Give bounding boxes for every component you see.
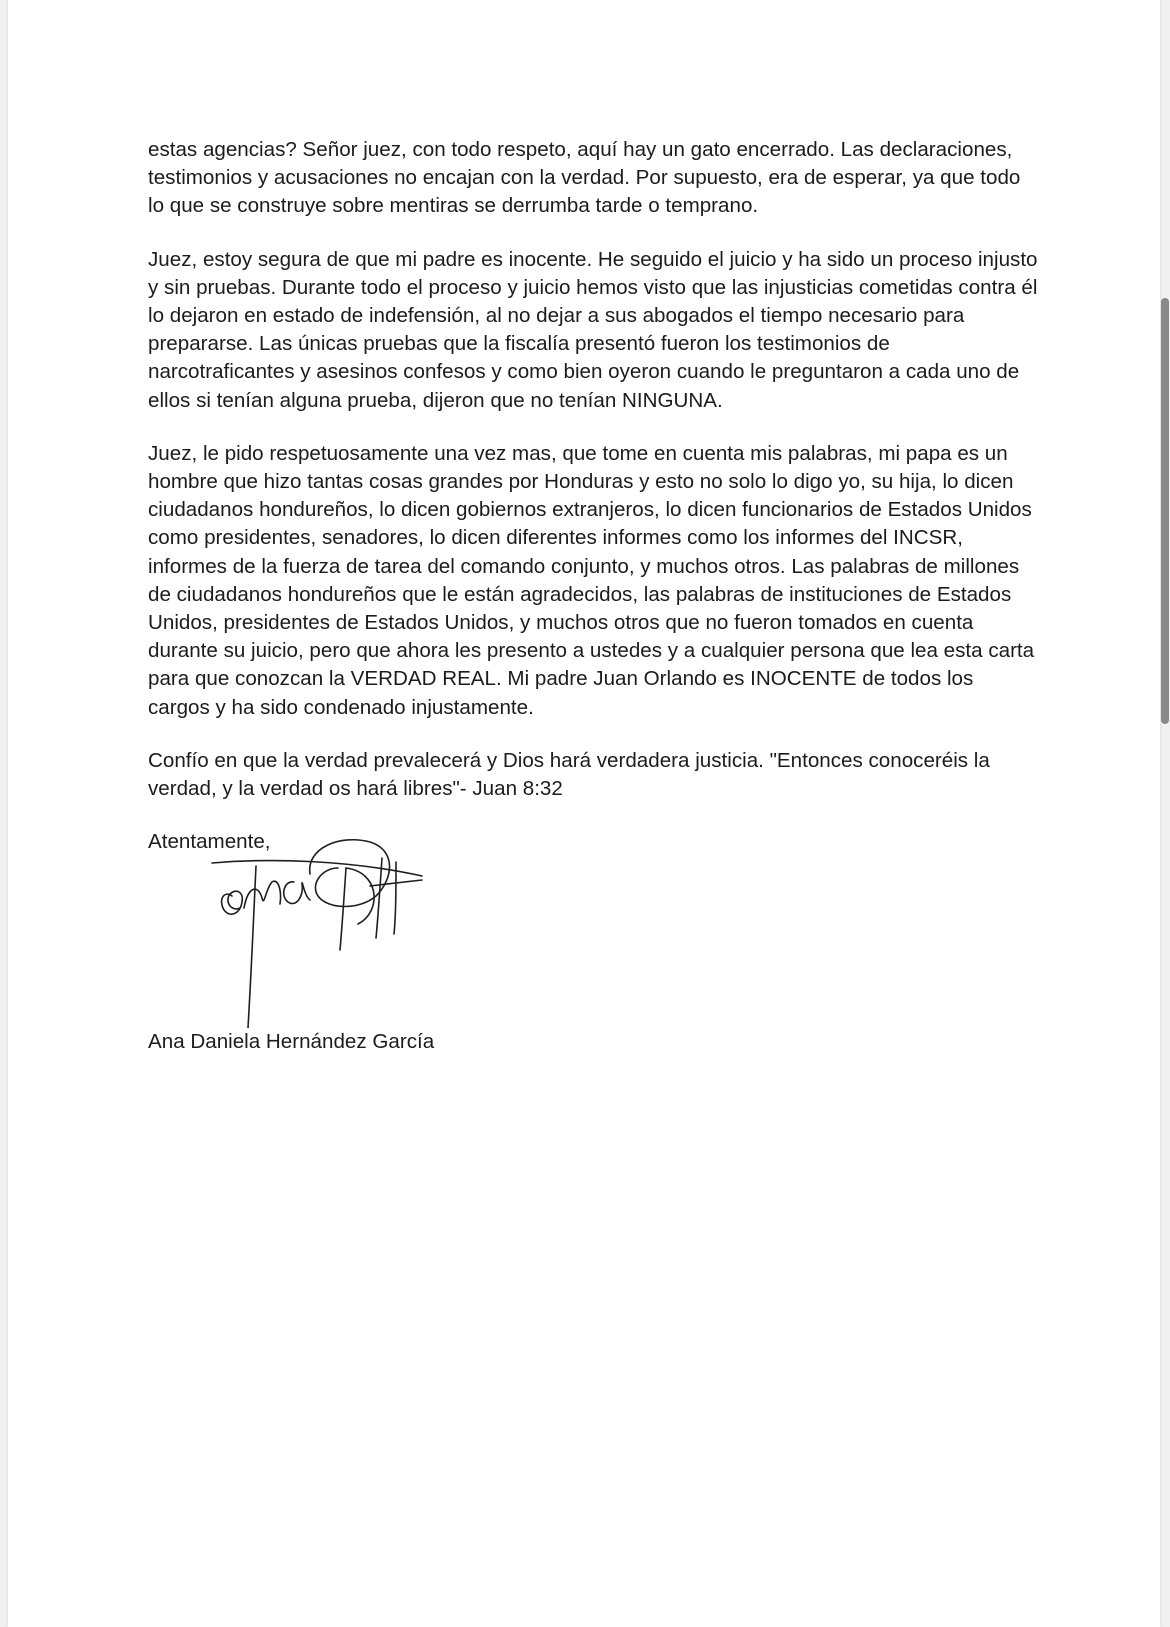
vertical-scrollbar[interactable] — [1160, 0, 1170, 1627]
paragraph-3: Juez, le pido respetuosamente una vez mas, que tome en cuenta mis palabras, mi papa es un hombre que hizo tantas cosas grandes por Honduras y esto no solo lo digo yo, su hija, lo dicen ciudadanos hondureños, lo dicen gobiernos extranjeros, lo dicen funcionarios de Estados Unidos como presidentes, senadores, lo dicen diferentes informes como los informes del INCSR, informes de la fuerza de tarea del comando conjunto, y muchos otros. Las palabras de millones de ciudadanos hondureños que le están agradecidos, las palabras de instituciones de Estados Unidos, presidentes de Estados Unidos, y muchos otros que no fueron tomados en cuenta durante su juicio, pero que ahora les presento a ustedes y a cualquier persona que lea esta carta para que conozcan la VERDAD REAL. Mi padre Juan Orlando es INOCENTE de todos los cargos y ha sido condenado injustamente. — [148, 441, 1035, 719]
scrollbar-thumb[interactable] — [1161, 298, 1169, 724]
signer-name: Ana Daniela Hernández García — [148, 1030, 435, 1053]
paragraph-1: estas agencias? Señor juez, con todo respeto, aquí hay un gato encerrado. Las declaraciones, testimonios y acusaciones no encajan con la verdad. Por supuesto, era de esperar, ya que todo lo que se construye sobre mentiras se derrumba tarde o temprano. — [148, 138, 1021, 218]
letter-body — [148, 136, 1038, 881]
paragraph-2: Juez, estoy segura de que mi padre es inocente. He seguido el juicio y ha sido un proceso injusto y sin pruebas. Durante todo el proceso y juicio hemos visto que las injusticias cometidas contra él lo dejaron en estado de indefensión, al no dejar a sus abogados el tiempo necesario para prepararse. Las únicas pruebas que la fiscalía presentó fueron los testimonios de narcotraficantes y asesinos confesos y como bien oyeron cuando le preguntaron a cada uno de ellos si tenían alguna prueba, dijeron que no tenían NINGUNA. — [148, 247, 1038, 412]
paragraph-4: Confío en que la verdad prevalecerá y Dios hará verdadera justicia. "Entonces conoceréis la verdad, y la verdad os hará libres"- Juan 8:32 — [148, 748, 990, 801]
handwritten-signature — [210, 838, 440, 1028]
document-page — [8, 0, 1160, 1627]
closing: Atentamente, — [148, 830, 271, 854]
